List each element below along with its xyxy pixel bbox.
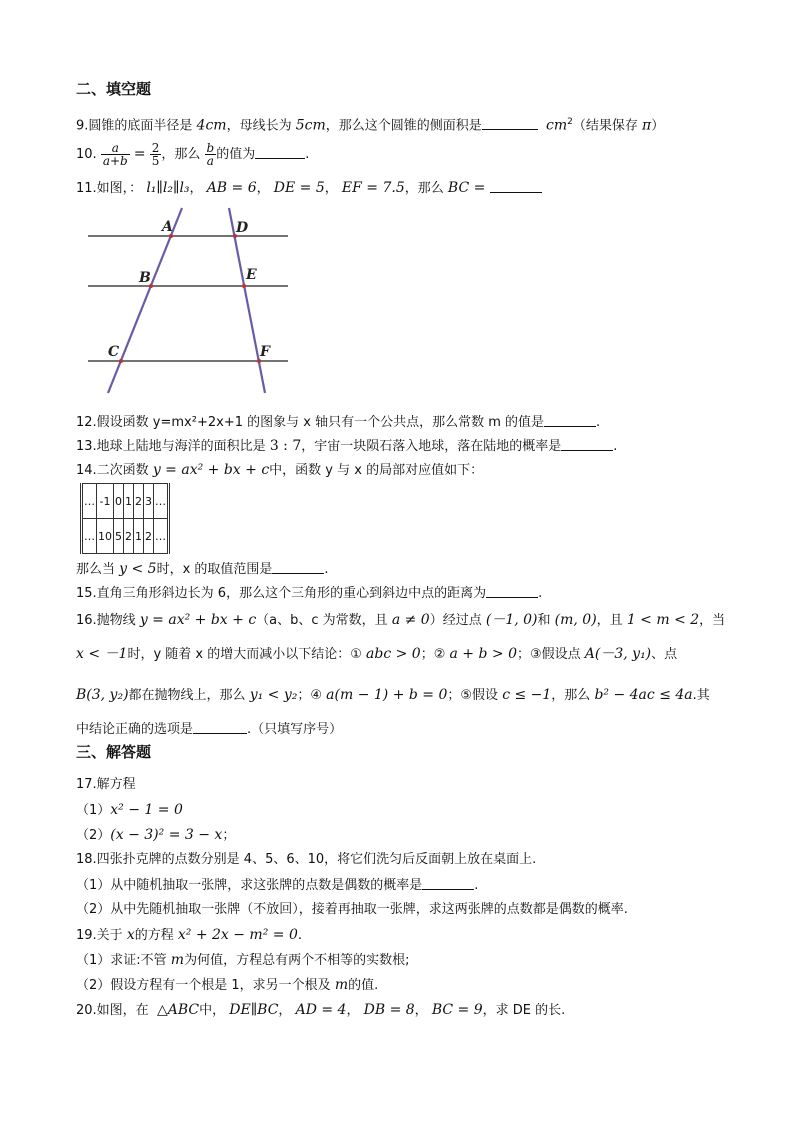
q11-text: 11.如图，：: [76, 181, 143, 196]
answer-blank[interactable]: [272, 560, 324, 574]
q11-sep-3: ，: [324, 181, 338, 196]
q10-fraction-1: $\frac{a}{a+b}$: [102, 141, 128, 168]
table-cell: 3: [144, 484, 154, 519]
q16-x-cond: x < －1: [76, 646, 128, 662]
q9-radius: 4cm: [196, 117, 227, 134]
q16-c-cond: c ≤ −1: [502, 687, 552, 703]
q11-ef: EF = 7.5: [341, 180, 405, 196]
section-title-fill-blank: 二、填空题: [76, 80, 152, 98]
table-row: [82, 484, 169, 519]
answer-blank[interactable]: [193, 720, 247, 734]
q16-claim-1: abc > 0: [366, 646, 421, 662]
section-title-solve: 三、解答题: [76, 743, 152, 761]
question-9: 9.圆锥的底面半径是 4cm，母线长为 5cm，那么这个圆锥的侧面积是 $cm^2$（结果保存 π）: [76, 117, 665, 134]
q15-end: .: [538, 586, 543, 601]
table-cell: -1: [97, 484, 114, 519]
label-c: C: [108, 344, 120, 360]
q11-bc: BC =: [447, 180, 486, 196]
q13-text-b: ，宇宙一块陨石落入地球，落在陆地的概率是: [301, 439, 562, 454]
table-row: [82, 519, 169, 554]
table-cell: …: [82, 519, 97, 554]
label-e: E: [246, 267, 257, 283]
q20-db: DB = 8: [363, 1002, 415, 1018]
q19-var-x: x: [126, 927, 135, 943]
question-10: [76, 142, 309, 167]
q16-text-h: ；②: [420, 647, 450, 662]
table-cell: …: [82, 484, 97, 519]
q15-text: 15.直角三角形斜边长为 6，那么这个三角形的重心到斜边中点的距离为: [76, 586, 487, 601]
answer-blank[interactable]: [561, 437, 613, 451]
q20-de-parallel: DE∥BC: [229, 1002, 279, 1018]
q20-text-b: 中，: [199, 1003, 226, 1018]
q16-text-e: ，且: [596, 613, 627, 628]
table-cell: 1: [134, 519, 144, 554]
q16-text: 16.抛物线: [76, 613, 140, 628]
q16-claim-5: b² − 4ac ≤ 4a: [594, 687, 693, 703]
answer-blank[interactable]: [482, 116, 538, 130]
question-13: [76, 437, 617, 456]
point-c: [119, 359, 123, 363]
question-18-part-1: [76, 876, 478, 895]
question-12: [76, 413, 600, 432]
q20-text: 20.如图，在: [76, 1003, 153, 1018]
q16-text-c: ）经过点: [429, 613, 482, 628]
question-11: [76, 179, 542, 198]
q19-p2-text: （2）假设方程有一个根是 1，求另一个根及: [76, 978, 335, 993]
value-table: [80, 483, 170, 554]
q16-m-range: 1 < m < 2: [626, 612, 700, 628]
q16-a-nonzero: a ≠ 0: [391, 612, 430, 628]
q9-text-e: ）: [651, 118, 665, 134]
q9-pi: π: [642, 117, 652, 134]
q16-text-l: ；④: [297, 688, 327, 703]
table-cell: 10: [97, 519, 114, 554]
question-18: 18.四张扑克牌的点数分别是 4、5、6、10，将它们洗匀后反面朝上放在桌面上.: [76, 852, 537, 867]
q18-p1-end: .: [474, 878, 479, 893]
q9-text-c: ，那么这个圆锥的侧面积是: [325, 118, 482, 134]
q19-text: 19.关于: [76, 928, 127, 943]
q16-text-j: 、点: [651, 647, 678, 662]
q16-point-1: (－1, 0): [485, 612, 538, 628]
q10-text-mid: ，那么: [161, 147, 201, 162]
question-19-part-1: [76, 951, 409, 970]
question-19-part-2: [76, 976, 378, 995]
q17-p2-label: （2）: [76, 828, 111, 843]
q11-text-b: ，那么: [404, 181, 448, 196]
q20-triangle: △ABC: [156, 1002, 200, 1018]
question-19: [76, 926, 302, 945]
q16-point-b: B(3, y₂): [76, 687, 129, 703]
q10-num: 10.: [76, 147, 97, 162]
label-a: A: [162, 219, 173, 235]
q19-end: .: [297, 928, 302, 943]
q20-text-c: ，求 DE 的长.: [482, 1003, 566, 1018]
q10-end: .: [305, 147, 310, 162]
q14-text: 14.二次函数: [76, 463, 153, 478]
table-cell: 2: [144, 519, 154, 554]
question-17: 17.解方程: [76, 777, 136, 792]
table-cell: 2: [124, 519, 134, 554]
q16-claim-3: y₁ < y₂: [249, 687, 298, 703]
q11-parallel-lines: l₁∥l₂∥l₃: [146, 180, 190, 196]
q14-text-d: 时，x 的取值范围是: [156, 562, 273, 577]
q19-p1-text-b: 为何值，方程总有两个不相等的实数根;: [184, 953, 410, 968]
q13-text: 13.地球上陆地与海洋的面积比是: [76, 439, 270, 454]
q16-text-b: （a、b、c 为常数，且: [256, 613, 392, 628]
label-d: D: [236, 220, 249, 236]
question-18-part-2: （2）从中先随机抽取一张牌（不放回），接着再抽取一张牌，求这两张牌的点数都是偶数的概率.: [76, 902, 628, 917]
question-20: [76, 1001, 565, 1020]
q16-text-n: ，那么: [551, 688, 595, 703]
q11-de: DE = 5: [273, 180, 325, 196]
q10-fraction-3: $\frac{b}{a}$: [206, 141, 215, 168]
q14-end: .: [324, 562, 329, 577]
q16-point-a: A(－3, y₁): [584, 646, 652, 662]
q17-p1-label: （1）: [76, 803, 111, 818]
q11-sep-2: ，: [256, 181, 270, 196]
q9-text-d: （结果保存: [572, 118, 643, 134]
q18-p1-text: （1）从中随机抽取一张牌，求这张牌的点数是偶数的概率是: [76, 878, 423, 893]
question-14: [76, 461, 483, 480]
q16-parabola: y = ax² + bx + c: [139, 612, 257, 628]
question-17-part-2: [76, 826, 235, 845]
q19-p2-m: m: [334, 977, 349, 993]
q16-text-i: ；③假设点: [516, 647, 585, 662]
q9-unit: cm: [546, 117, 568, 134]
answer-blank[interactable]: [486, 584, 538, 598]
q16-text-p: 中结论正确的选项是: [76, 722, 194, 737]
q9-text-b: ，母线长为: [226, 118, 296, 134]
answer-blank[interactable]: [544, 413, 596, 427]
q12-end: .: [596, 415, 601, 430]
q13-end: .: [613, 439, 618, 454]
table-cell: 1: [124, 484, 134, 519]
q16-text-q: .（只填写序号）: [247, 722, 343, 737]
q16-text-m: ；⑤假设: [447, 688, 503, 703]
point-e: [242, 284, 246, 288]
q14-text-c: 那么当: [76, 562, 120, 577]
q20-ad: AD = 4: [295, 1002, 347, 1018]
label-b: B: [139, 270, 151, 286]
q14-function: y = ax² + bx + c: [152, 462, 270, 478]
q16-text-k: 都在抛物线上，那么: [128, 688, 250, 703]
q20-sep-2: ，: [346, 1003, 360, 1018]
q14-cond: y < 5: [119, 561, 157, 577]
label-f: F: [260, 344, 270, 360]
question-17-part-1: [76, 801, 183, 820]
q16-text-f: ，当: [699, 613, 726, 628]
q10-text-tail: 的值为: [216, 147, 256, 162]
q17-p2-end: ；: [222, 828, 236, 843]
q16-point-2: (m, 0): [554, 612, 597, 628]
table-cell: 2: [134, 484, 144, 519]
q17-p1-equation: x² − 1 = 0: [110, 802, 183, 818]
q16-text-g: 时，y 随着 x 的增大而减小以下结论：①: [127, 647, 367, 662]
table-cell: …: [154, 519, 169, 554]
table-cell: …: [154, 484, 169, 519]
q19-p1-text: （1）求证:不管: [76, 953, 171, 968]
q19-p2-text-b: 的值.: [348, 978, 379, 993]
q10-equals: =: [133, 146, 146, 162]
question-16-line-4: [76, 720, 342, 739]
answer-blank[interactable]: [422, 876, 474, 890]
table-cell: 5: [114, 519, 124, 554]
q16-text-o: .其: [692, 688, 710, 703]
q20-sep-1: ，: [278, 1003, 292, 1018]
q14-text-b: 中，函数 y 与 x 的局部对应值如下：: [269, 463, 484, 478]
question-16-line-2: [76, 645, 677, 664]
question-16-line-3: [76, 686, 710, 705]
q19-equation: x² + 2x − m² = 0: [177, 927, 298, 943]
q12-text: 12.假设函数 y=mx²+2x+1 的图象与 x 轴只有一个公共点，那么常数 m 的值是: [76, 415, 545, 430]
q17-p2-equation: (x − 3)² = 3 − x: [110, 827, 223, 843]
table-cell: 0: [114, 484, 124, 519]
q16-claim-2: a + b > 0: [449, 646, 517, 662]
parallel-lines-figure: [80, 203, 300, 398]
q9-slant: 5cm: [295, 117, 326, 134]
question-15: [76, 584, 542, 603]
question-14-condition: [76, 560, 329, 579]
q19-text-b: 的方程: [134, 928, 178, 943]
q10-fraction-2: $\frac{2}{5}$: [151, 141, 160, 168]
q11-sep-1: ，: [189, 181, 203, 196]
answer-blank[interactable]: [255, 145, 305, 159]
q19-p1-m: m: [170, 952, 185, 968]
q16-text-d: 和: [537, 613, 551, 628]
q9-text: 9.圆锥的底面半径是: [76, 118, 197, 134]
q20-sep-3: ，: [414, 1003, 428, 1018]
question-16-line-1: [76, 611, 725, 630]
q16-claim-4: a(m − 1) + b = 0: [326, 687, 448, 703]
answer-blank[interactable]: [490, 179, 542, 193]
q11-ab: AB = 6: [206, 180, 257, 196]
q13-ratio: 3 : 7: [269, 438, 302, 454]
q20-bc: BC = 9: [431, 1002, 483, 1018]
